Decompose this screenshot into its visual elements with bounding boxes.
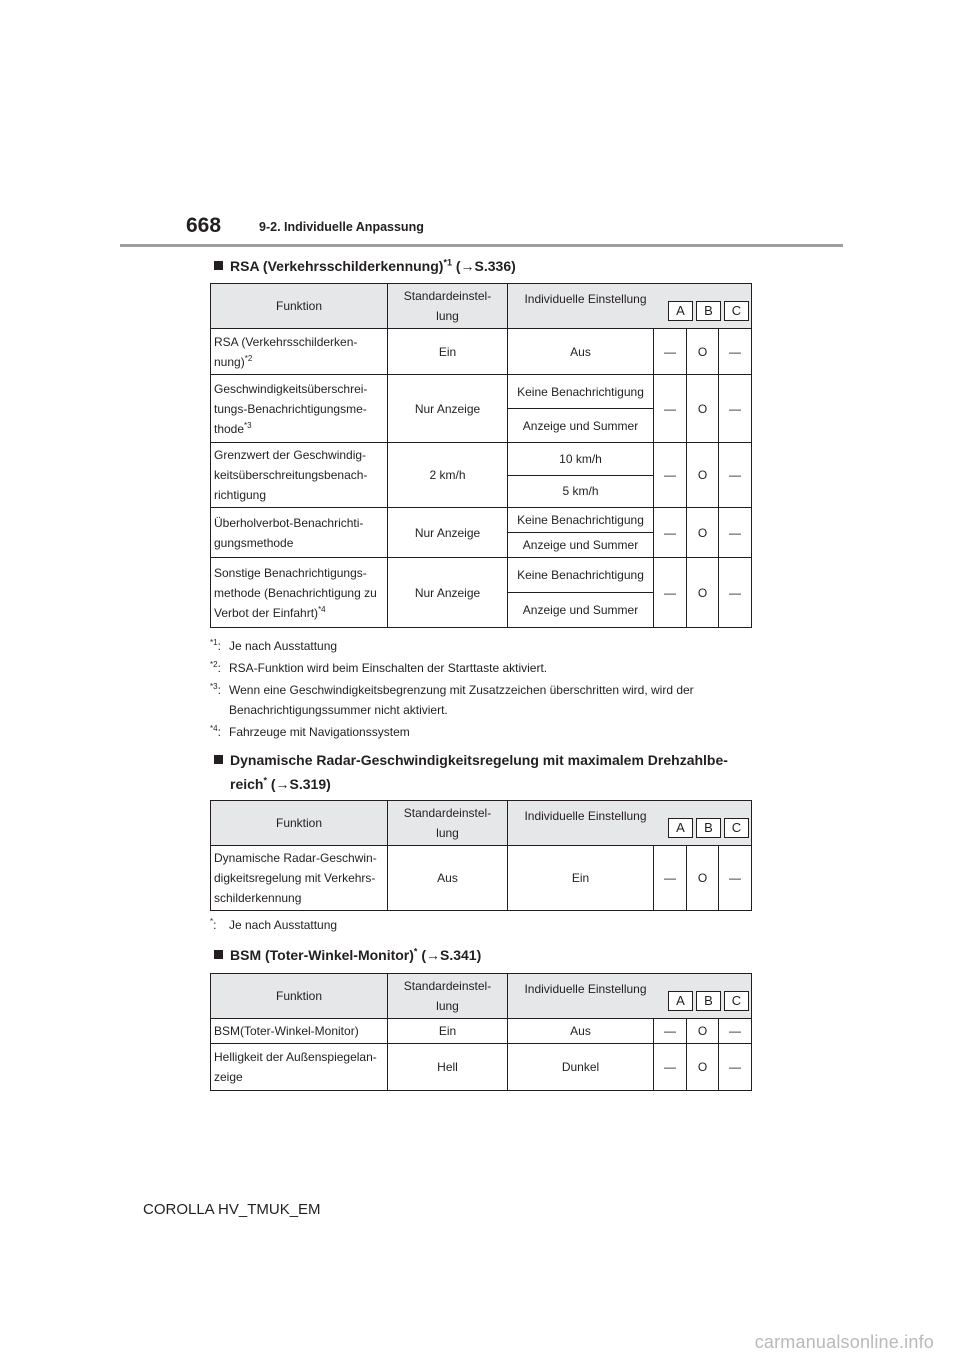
c-cell: —: [719, 508, 752, 558]
a-cell: —: [654, 846, 687, 911]
standard-cell: 2 km/h: [388, 443, 508, 508]
c-cell: —: [719, 329, 752, 375]
individual-cell: Aus: [508, 329, 654, 375]
col-standard: Standardeinstel- lung: [388, 974, 508, 1019]
bullet-square-icon: [214, 950, 223, 959]
col-standard: Standardeinstel- lung: [388, 284, 508, 329]
footnote: $^{*3}$: Wenn eine Geschwindigkeitsbegrenzung mit Zusatzzeichen überschritten wird, wird der Benachrichtigungssummer nicht aktiviert.: [210, 682, 694, 717]
label-c-icon: C: [724, 991, 749, 1011]
b-cell: O: [687, 443, 719, 508]
a-cell: —: [654, 329, 687, 375]
label-b-icon: B: [696, 991, 721, 1011]
standard-cell: Hell: [388, 1044, 508, 1091]
dyn-table: [210, 800, 752, 911]
label-c-icon: C: [724, 301, 749, 321]
b-cell: O: [687, 846, 719, 911]
b-cell: O: [687, 508, 719, 558]
table-row: [211, 846, 752, 911]
a-cell: —: [654, 1019, 687, 1044]
c-cell: —: [719, 846, 752, 911]
page-number: 668: [186, 214, 222, 237]
table-row: [211, 375, 752, 409]
a-cell: —: [654, 375, 687, 443]
b-cell: O: [687, 375, 719, 443]
label-c-icon: C: [724, 818, 749, 838]
funktion-cell: Grenzwert der Geschwindig- keitsüberschreitungsbenach- richtigung: [211, 443, 388, 508]
rsa-table: [210, 283, 752, 628]
c-cell: —: [719, 1044, 752, 1091]
b-cell: O: [687, 1019, 719, 1044]
col-individual: Individuelle Einstellung A B C: [508, 284, 752, 329]
footnote: $^{*4}$: Fahrzeuge mit Navigationssystem: [210, 724, 410, 739]
dyn-heading: Dynamische Radar-Geschwindigkeitsregelung mit maximalem Drehzahlbe- reich* (→S.319): [214, 748, 728, 796]
b-cell: O: [687, 1044, 719, 1091]
col-individual: Individuelle Einstellung A B C: [508, 974, 752, 1019]
table-row: [211, 329, 752, 375]
individual-cell: Ein: [508, 846, 654, 911]
a-cell: —: [654, 1044, 687, 1091]
rsa-heading: RSA (Verkehrsschilderkennung)$^{*1}$ (→S.336): [214, 254, 516, 278]
col-standard: Standardeinstel- lung: [388, 801, 508, 846]
individual-cell: 5 km/h: [508, 475, 654, 508]
standard-cell: Ein: [388, 1019, 508, 1044]
funktion-cell: BSM(Toter-Winkel-Monitor): [211, 1019, 388, 1044]
label-a-icon: A: [668, 301, 693, 321]
footnote: $^{*2}$: RSA-Funktion wird beim Einschalten der Starttaste aktiviert.: [210, 660, 548, 675]
individual-cell: Dunkel: [508, 1044, 654, 1091]
label-a-icon: A: [668, 991, 693, 1011]
individual-cell: 10 km/h: [508, 443, 654, 476]
standard-cell: Nur Anzeige: [388, 508, 508, 558]
table-row: [211, 508, 752, 533]
table-header-row: [211, 801, 752, 846]
funktion-cell: Überholverbot-Benachrichti- gungsmethode: [211, 508, 388, 558]
c-cell: —: [719, 375, 752, 443]
label-b-icon: B: [696, 301, 721, 321]
funktion-cell: Helligkeit der Außenspiegelan- zeige: [211, 1044, 388, 1091]
b-cell: O: [687, 558, 719, 628]
table-header-row: [211, 284, 752, 329]
table-row: [211, 443, 752, 476]
footnote: $^{*1}$: Je nach Ausstattung: [210, 638, 338, 653]
funktion-cell: Sonstige Benachrichtigungs- methode (Benachrichtigung zu Verbot der Einfahrt)$^{*4}$: [211, 558, 388, 628]
individual-cell: Anzeige und Summer: [508, 409, 654, 443]
individual-cell: Aus: [508, 1019, 654, 1044]
funktion-cell: Geschwindigkeitsüberschrei- tungs-Benachrichtigungsme- thode$^{*3}$: [211, 375, 388, 443]
footnote: *: Je nach Ausstattung: [210, 917, 338, 932]
standard-cell: Nur Anzeige: [388, 558, 508, 628]
individual-cell: Anzeige und Summer: [508, 593, 654, 628]
individual-cell: Keine Benachrichtigung: [508, 508, 654, 533]
bsm-table: [210, 973, 752, 1091]
label-a-icon: A: [668, 818, 693, 838]
a-cell: —: [654, 558, 687, 628]
table-row: [211, 1019, 752, 1044]
c-cell: —: [719, 558, 752, 628]
footer-model: COROLLA HV_TMUK_EM: [143, 1201, 321, 1218]
bullet-square-icon: [214, 755, 223, 764]
c-cell: —: [719, 443, 752, 508]
b-cell: O: [687, 329, 719, 375]
a-cell: —: [654, 443, 687, 508]
a-cell: —: [654, 508, 687, 558]
col-funktion: Funktion: [211, 284, 388, 329]
label-b-icon: B: [696, 818, 721, 838]
c-cell: —: [719, 1019, 752, 1044]
col-funktion: Funktion: [211, 974, 388, 1019]
watermark: carmanualsonline.info: [754, 1332, 934, 1352]
standard-cell: Ein: [388, 329, 508, 375]
header-rule: [120, 244, 843, 247]
individual-cell: Anzeige und Summer: [508, 533, 654, 558]
standard-cell: Nur Anzeige: [388, 375, 508, 443]
col-individual: Individuelle Einstellung A B C: [508, 801, 752, 846]
table-row: [211, 558, 752, 593]
col-funktion: Funktion: [211, 801, 388, 846]
bullet-square-icon: [214, 261, 223, 270]
section-title: 9-2. Individuelle Anpassung: [259, 220, 424, 234]
funktion-cell: RSA (Verkehrsschilderken- nung)$^{*2}$: [211, 329, 388, 375]
funktion-cell: Dynamische Radar-Geschwin- digkeitsregelung mit Verkehrs- schilderkennung: [211, 846, 388, 911]
table-header-row: [211, 974, 752, 1019]
table-row: [211, 1044, 752, 1091]
individual-cell: Keine Benachrichtigung: [508, 375, 654, 409]
individual-cell: Keine Benachrichtigung: [508, 558, 654, 593]
standard-cell: Aus: [388, 846, 508, 911]
bsm-heading: BSM (Toter-Winkel-Monitor)* (→S.341): [214, 943, 481, 967]
